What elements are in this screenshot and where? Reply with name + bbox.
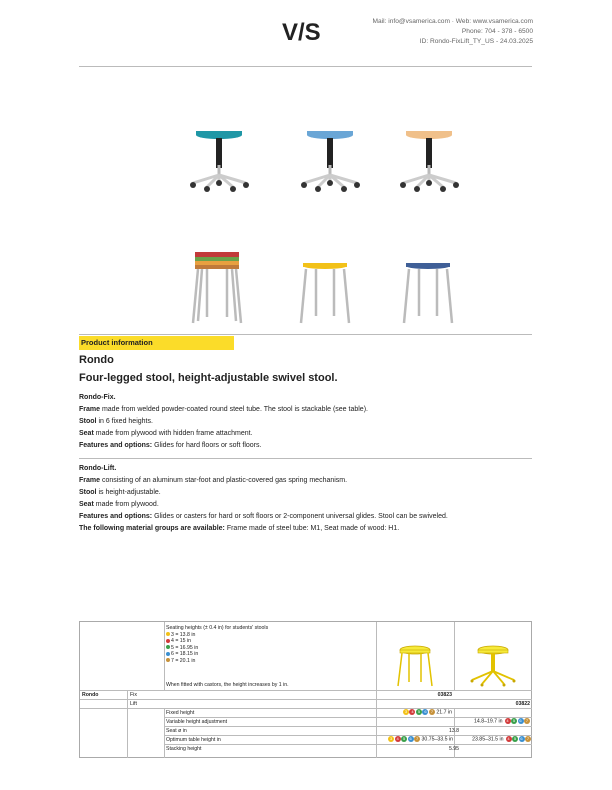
green-dot-icon	[166, 645, 170, 649]
stacking-height: 5.95	[448, 746, 460, 752]
four-legged-stool-navy	[404, 263, 452, 323]
fix-heading: Rondo-Fix.	[79, 394, 116, 401]
contact-info	[373, 17, 533, 47]
seat-diameter: 13.8	[448, 728, 460, 734]
section-divider	[79, 458, 532, 459]
product-subtitle: Four-legged stool, height-adjustable swivel stool.	[79, 372, 338, 384]
contact-phone: Phone: 704 - 378 - 6500	[461, 28, 533, 35]
vs-logo	[282, 18, 332, 44]
row-label: Stacking height	[166, 746, 202, 752]
document-id: ID: Rondo-FixLift_TY_US - 24.03.2025	[419, 38, 533, 45]
lift-line: Frame consisting of an aluminum star-foot and plastic-covered gas spring mechanism.	[79, 477, 348, 484]
legend-item: 3 = 13.8 in	[166, 632, 372, 639]
fix-stool-icon	[380, 642, 450, 688]
yellow-dot-icon	[166, 632, 170, 636]
code-lift: 03822	[515, 701, 530, 707]
red-dot-icon	[166, 639, 170, 643]
lift-line: Stool is height-adjustable.	[79, 489, 161, 496]
row-label: Optimum table height in	[166, 737, 221, 743]
stacked-stools	[193, 252, 241, 323]
legend-item: 6 = 18.15 in	[166, 651, 372, 658]
table-product-name: Rondo	[82, 692, 99, 698]
table-height-lift: 23.85–31.5 in 4 5 6 7	[472, 736, 530, 743]
lift-section	[79, 463, 532, 535]
fix-line: Features and options: Glides for hard floors or soft floors.	[79, 442, 262, 449]
fixed-height-fix: 3 4 5 6 7 21.7 in	[404, 709, 452, 716]
swivel-stool-teal	[190, 131, 249, 192]
blue-dot-icon	[166, 652, 170, 656]
product-name: Rondo	[79, 354, 114, 366]
legend-item: 5 = 16.95 in	[166, 645, 372, 652]
orange-dot-icon	[166, 658, 170, 662]
fix-line: Frame made from welded powder-coated round steel tube. The stool is stackable (see table).	[79, 406, 368, 413]
product-photos	[79, 95, 532, 330]
row-label: Seat ø in	[166, 728, 187, 734]
lift-stool-icon	[458, 640, 528, 688]
four-legged-stool-yellow	[301, 263, 349, 323]
legend-title: Seating heights (± 0.4 in) for students' stools	[166, 625, 269, 631]
lift-line: The following material groups are available: Frame made of steel tube: M1, Seat made of wood: H1.	[79, 525, 400, 532]
header-divider	[79, 66, 532, 67]
legend-item: 7 = 20.1 in	[166, 658, 372, 665]
fix-line: Seat made from plywood with hidden frame attachment.	[79, 430, 253, 437]
lift-line: Features and options: Glides or casters for hard or soft floors or 2-component universal glides. Stool can be swiveled.	[79, 513, 448, 520]
seating-heights-legend	[166, 625, 372, 664]
caster-note: When fitted with castors, the height increases by 1 in.	[166, 682, 289, 688]
lift-line: Seat made from plywood.	[79, 501, 159, 508]
specs-table	[79, 621, 532, 758]
swivel-stool-peach	[400, 131, 459, 192]
photos-divider	[79, 334, 532, 335]
legend-item: 4 = 15 in	[166, 638, 372, 645]
fix-section	[79, 392, 532, 452]
svg-text:V/S: V/S	[282, 19, 321, 44]
product-information-label: Product information	[79, 336, 234, 350]
swivel-stool-blue	[301, 131, 360, 192]
row-label: Fixed height	[166, 710, 195, 716]
variant-lift: Lift	[130, 701, 137, 707]
lift-heading: Rondo-Lift.	[79, 465, 117, 472]
table-height-fix: 3 4 5 6 7 30.75–33.5 in	[389, 736, 453, 743]
fix-line: Stool in 6 fixed heights.	[79, 418, 153, 425]
variable-height-lift: 14.8–19.7 in 4 5 6 7	[473, 718, 529, 725]
row-label: Variable height adjustment	[166, 719, 228, 725]
code-fix: 03823	[437, 692, 452, 698]
contact-mail-web: Mail: info@vsamerica.com · Web: www.vsamerica.com	[372, 18, 533, 25]
variant-fix: Fix	[130, 692, 137, 698]
